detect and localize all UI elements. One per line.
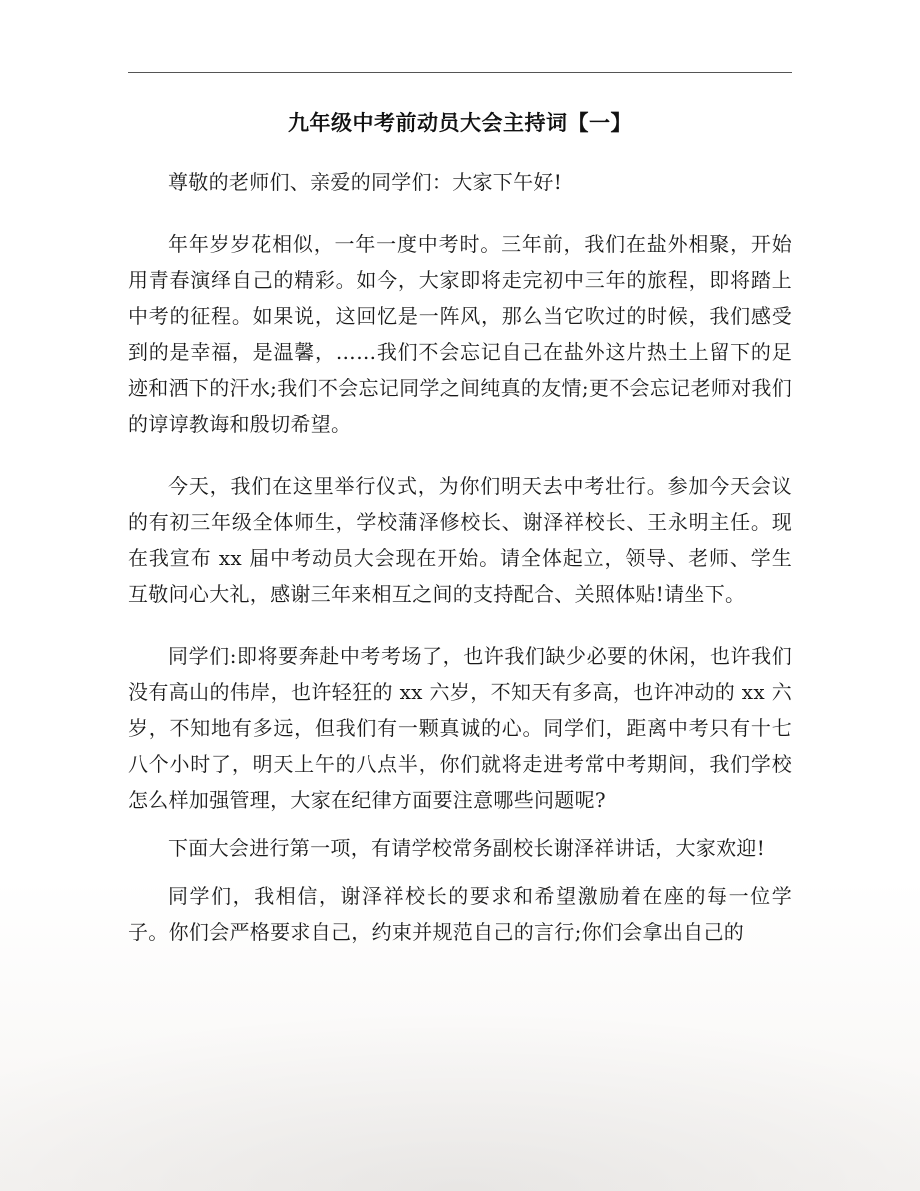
paragraph-exam: 同学们:即将要奔赴中考考场了，也许我们缺少必要的休闲，也许我们没有高山的伟岸，也许轻狂的 xx 六岁，不知天有多高，也许冲动的 xx 六岁，不知地有多远，但我们有一颗真诚的心。同学们，距离中考只有十七八个小时了，明天上午的八点半，你们就将走进考常中考期间，我们学校怎么样加强管理，大家在纪律方面要注意哪些问题呢? bbox=[128, 644, 792, 812]
paragraph-ceremony: 今天，我们在这里举行仪式，为你们明天去中考壮行。参加今天会议的有初三年级全体师生，学校蒲泽修校长、谢泽祥校长、王永明主任。现在我宣布 xx 届中考动员大会现在开始。请全体起立，领导、老师、学生互敬问心大礼，感谢三年来相互之间的支持配合、关照体贴!请坐下。 bbox=[128, 474, 792, 606]
header-divider bbox=[128, 72, 792, 73]
paragraph-greeting: 尊敬的老师们、亲爱的同学们：大家下午好! bbox=[168, 170, 563, 194]
paragraph-agenda: 下面大会进行第一项，有请学校常务副校长谢泽祥讲话，大家欢迎! bbox=[168, 836, 766, 860]
document-body bbox=[128, 164, 792, 950]
paragraph-memories: 年年岁岁花相似，一年一度中考时。三年前，我们在盐外相聚，开始用青春演绎自己的精彩。如今，大家即将走完初中三年的旅程，即将踏上中考的征程。如果说，这回忆是一阵风，那么当它吹过的时候，我们感受到的是幸福，是温馨，……我们不会忘记自己在盐外这片热土上留下的足迹和洒下的汗水;我们不会忘记同学之间纯真的友情;更不会忘记老师对我们的谆谆教诲和殷切希望。 bbox=[128, 232, 792, 436]
paragraph-encouragement: 同学们，我相信，谢泽祥校长的要求和希望激励着在座的每一位学子。你们会严格要求自己，约束并规范自己的言行;你们会拿出自己的 bbox=[128, 884, 792, 944]
document-title: 九年级中考前动员大会主持词【一】 bbox=[288, 111, 632, 135]
